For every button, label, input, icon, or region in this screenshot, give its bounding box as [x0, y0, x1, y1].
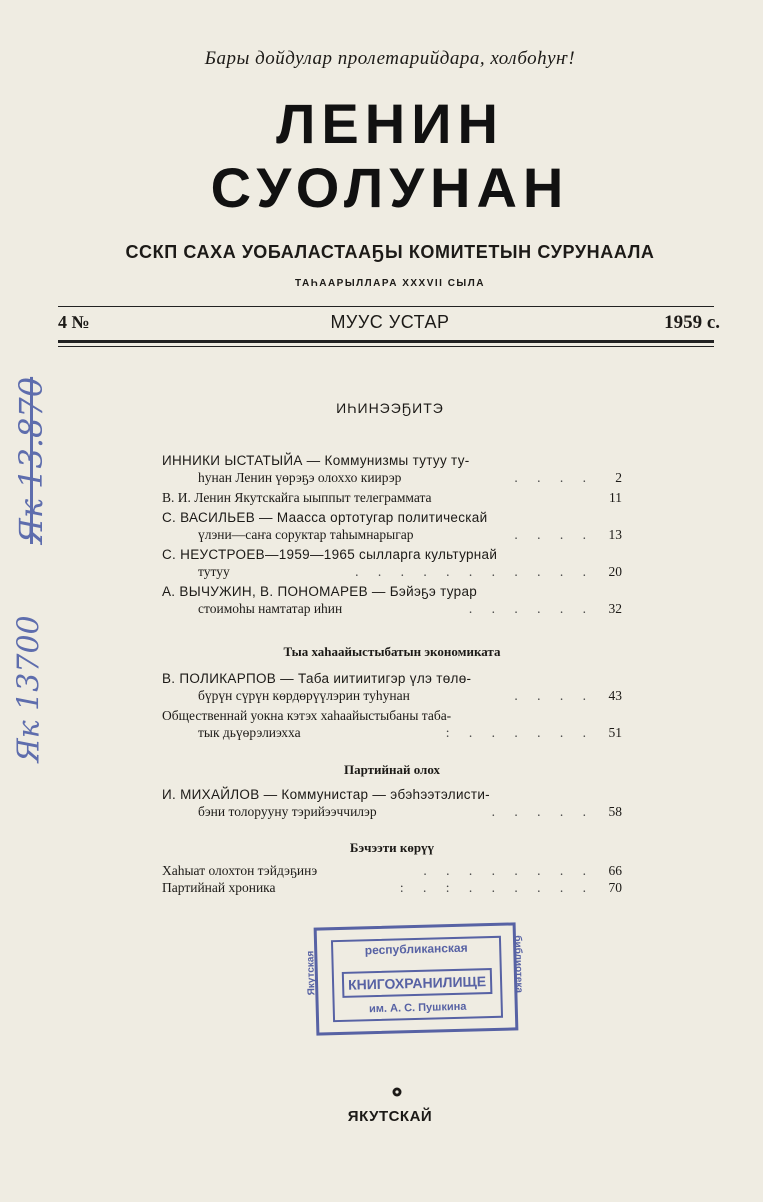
- page-number: 66: [608, 863, 622, 878]
- toc-item: В. ПОЛИКАРПОВ — Таба иитиитигэр үлэ төлө- бүрүн сүрүн көрдөрүүлэрин туһунан . . . . 43: [162, 671, 622, 703]
- handwritten-call-number-1: Як 13.870: [12, 376, 50, 544]
- toc-economy: [162, 670, 622, 741]
- section-heading-economy: Тыа хаһаайыстыбатын экономиката: [283, 644, 501, 659]
- stamp-frame: [331, 936, 503, 1022]
- top-rule: [58, 306, 714, 307]
- issue-number: 4 №: [58, 312, 90, 332]
- toc-item: Хаһыат олохтон тэйдэҕинэ . . . . . . . . 66: [162, 863, 622, 878]
- stamp-side-left: Якутская: [305, 950, 318, 996]
- toc-item: С. НЕУСТРОЕВ—1959—1965 сылларга культурнай тутуу . . . . . . . . . . . 20: [162, 547, 622, 579]
- toc-item: Партийнай хроника : . : . . . . . . 70: [162, 880, 622, 895]
- toc-item: А. ВЫЧУЖИН, В. ПОНОМАРЕВ — Бэйэҕэ турар стоимоһы намтатар иһин . . . . . . 32: [162, 584, 622, 616]
- toc-item: И. МИХАЙЛОВ — Коммунистар — эбэһээтэлисти- бэни толорууну тэрийээччилэр . . . . . 58: [162, 787, 622, 819]
- stamp-middle-text: КНИГОХРАНИЛИЩЕ: [342, 968, 493, 998]
- handwritten-call-number-2: Як 13700: [11, 615, 47, 763]
- bottom-rule-thin: [58, 346, 714, 347]
- page-number: 13: [608, 527, 622, 542]
- issue-month: МУУС УСТАР: [330, 312, 450, 332]
- toc-meeting: [162, 862, 622, 896]
- page-number: 20: [608, 564, 622, 579]
- toc-item: ИННИКИ ЫСТАТЫЙА — Коммунизмы тутуу ту- һунан Ленин үөрэҕэ олоххо киирэр . . . . 2: [162, 453, 622, 485]
- publication-city: ЯКУТСКАЙ: [347, 1108, 433, 1125]
- page-number: 11: [609, 490, 622, 505]
- page-number: 43: [608, 688, 622, 703]
- page-number: 2: [615, 470, 622, 485]
- toc-item: С. ВАСИЛЬЕВ — Маасса ортотугар политическай үлэни—саҥа соруктар таһымнарыгар . . . . 13: [162, 510, 622, 542]
- toc-item: В. И. Ленин Якутскайга ыыппыт телеграммата 11: [162, 490, 622, 505]
- publication-year-line: ТАҺААРЫЛЛАРА XXXVII СЫЛА: [295, 278, 485, 289]
- toc-item: Общественнай уокна кэтэх хаһаайыстыбаны таба- тык дьүөрэлиэхха : . . . . . . 51: [162, 708, 622, 740]
- journal-subtitle: ССКП САХА УОБАЛАСТААҔЫ КОМИТЕТЫН СУРУНААЛА: [125, 242, 655, 262]
- page-number: 51: [608, 725, 622, 740]
- page-number: 58: [608, 804, 622, 819]
- journal-title-line-1: ЛЕНИН: [276, 92, 504, 155]
- ornament-icon: [391, 1086, 403, 1098]
- section-heading-meeting: Бэчээти көрүү: [349, 840, 435, 855]
- motto: Бары дойдулар пролетарийдара, холбоһуҥ!: [204, 48, 576, 69]
- stamp-top-text: республиканская: [364, 940, 468, 958]
- library-stamp: [305, 922, 525, 1035]
- page-number: 32: [608, 601, 622, 616]
- journal-title-line-2: СУОЛУНАН: [210, 156, 570, 219]
- section-heading-party: Партийнай олох: [343, 762, 441, 777]
- page-number: 70: [608, 880, 622, 895]
- toc-main: [162, 452, 622, 617]
- stamp-bottom-text: им. А. С. Пушкина: [368, 1000, 467, 1016]
- stamp-side-right: библиотека: [511, 935, 525, 994]
- bottom-rule-thick: [58, 340, 714, 343]
- contents-heading: ИҺИНЭЭҔИТЭ: [336, 400, 444, 416]
- toc-party: [162, 786, 622, 820]
- issue-year: 1959 с.: [664, 312, 720, 333]
